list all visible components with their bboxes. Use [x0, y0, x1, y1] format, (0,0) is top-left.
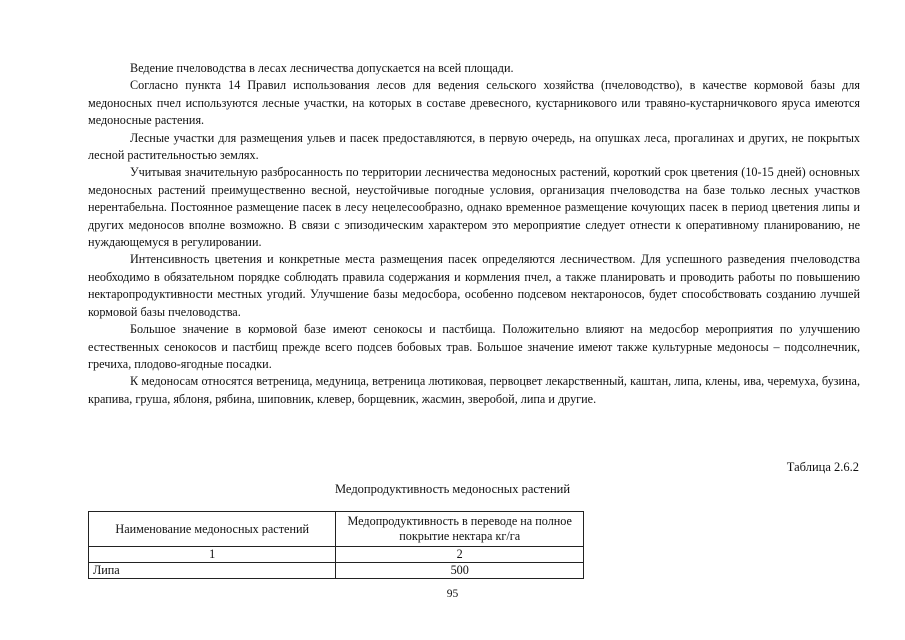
paragraph: Лесные участки для размещения ульев и пасек предоставляются, в первую очередь, на опушках леса, прогалинах и других, не покрытых лесной растительностью землях.: [88, 130, 860, 163]
table-row: [89, 563, 584, 579]
plant-name-cell: Липа: [89, 563, 336, 579]
column-header-productivity: Медопродуктивность в переводе на полное покрытие нектара кг/га: [336, 512, 584, 547]
body-text: [88, 60, 860, 408]
page-number: 95: [446, 588, 459, 600]
column-number-row: [89, 547, 584, 563]
column-header-plant-name: Наименование медоносных растений: [89, 512, 336, 547]
column-number: 1: [89, 547, 336, 563]
table-caption: Таблица 2.6.2: [786, 460, 859, 474]
productivity-cell: 500: [336, 563, 584, 579]
table-title: Медопродуктивность медоносных растений: [334, 482, 571, 496]
table-header-row: [89, 512, 584, 547]
column-number: 2: [336, 547, 584, 563]
paragraph: Учитывая значительную разбросанность по территории лесничества медоносных растений, короткий срок цветения (10-15 дней) основных медоносных растений преимущественно весной, неустойчивые погодные условия, организация пчеловодства на базе только лесных участков нерентабельна. Постоянное размещение пасек в лесу нецелесообразно, однако временное размещение кочующих пасек в период цветения липы и других медоносов вполне возможно. В связи с эпизодическим характером это мероприятие следует отнести к оперативному планированию, не нуждающемуся в регулировании.: [88, 165, 860, 250]
paragraph: Интенсивность цветения и конкретные места размещения пасек определяются лесничеством. Для успешного разведения пчеловодства необходимо в обязательном порядке соблюдать правила содержания и кормления пчел, а также планировать и проводить работы по повышению нектаропродуктивности местных угодий. Улучшение базы медосбора, особенно подсевом нектароносов, будет способствовать созданию лучшей кормовой базы пчеловодства.: [88, 252, 860, 319]
paragraph: К медоносам относятся ветреница, медуница, ветреница лютиковая, первоцвет лекарственный, каштан, липа, клены, ива, черемуха, бузина, крапива, груша, яблоня, рябина, шиповник, клевер, борщевник, жасмин, зверобой, липа и другие.: [88, 374, 860, 406]
honey-productivity-table: [88, 511, 584, 579]
paragraph: Большое значение в кормовой базе имеют сенокосы и пастбища. Положительно влияют на медосбор мероприятия по улучшению естественных сенокосов и пастбищ прежде всего подсев бобовых трав. Большое значение имеют также культурные медоносы – подсолнечник, гречиха, плодово-ягодные посадки.: [88, 322, 860, 371]
paragraph: Ведение пчеловодства в лесах лесничества допускается на всей площади.: [130, 61, 514, 75]
paragraph: Согласно пункта 14 Правил использования лесов для ведения сельского хозяйства (пчеловодство), в качестве кормовой базы для медоносных пчел используются лесные участки, на которых в составе древесного, кустарникового или травяно-кустарничкового яруса имеются медоносные растения.: [88, 78, 860, 128]
